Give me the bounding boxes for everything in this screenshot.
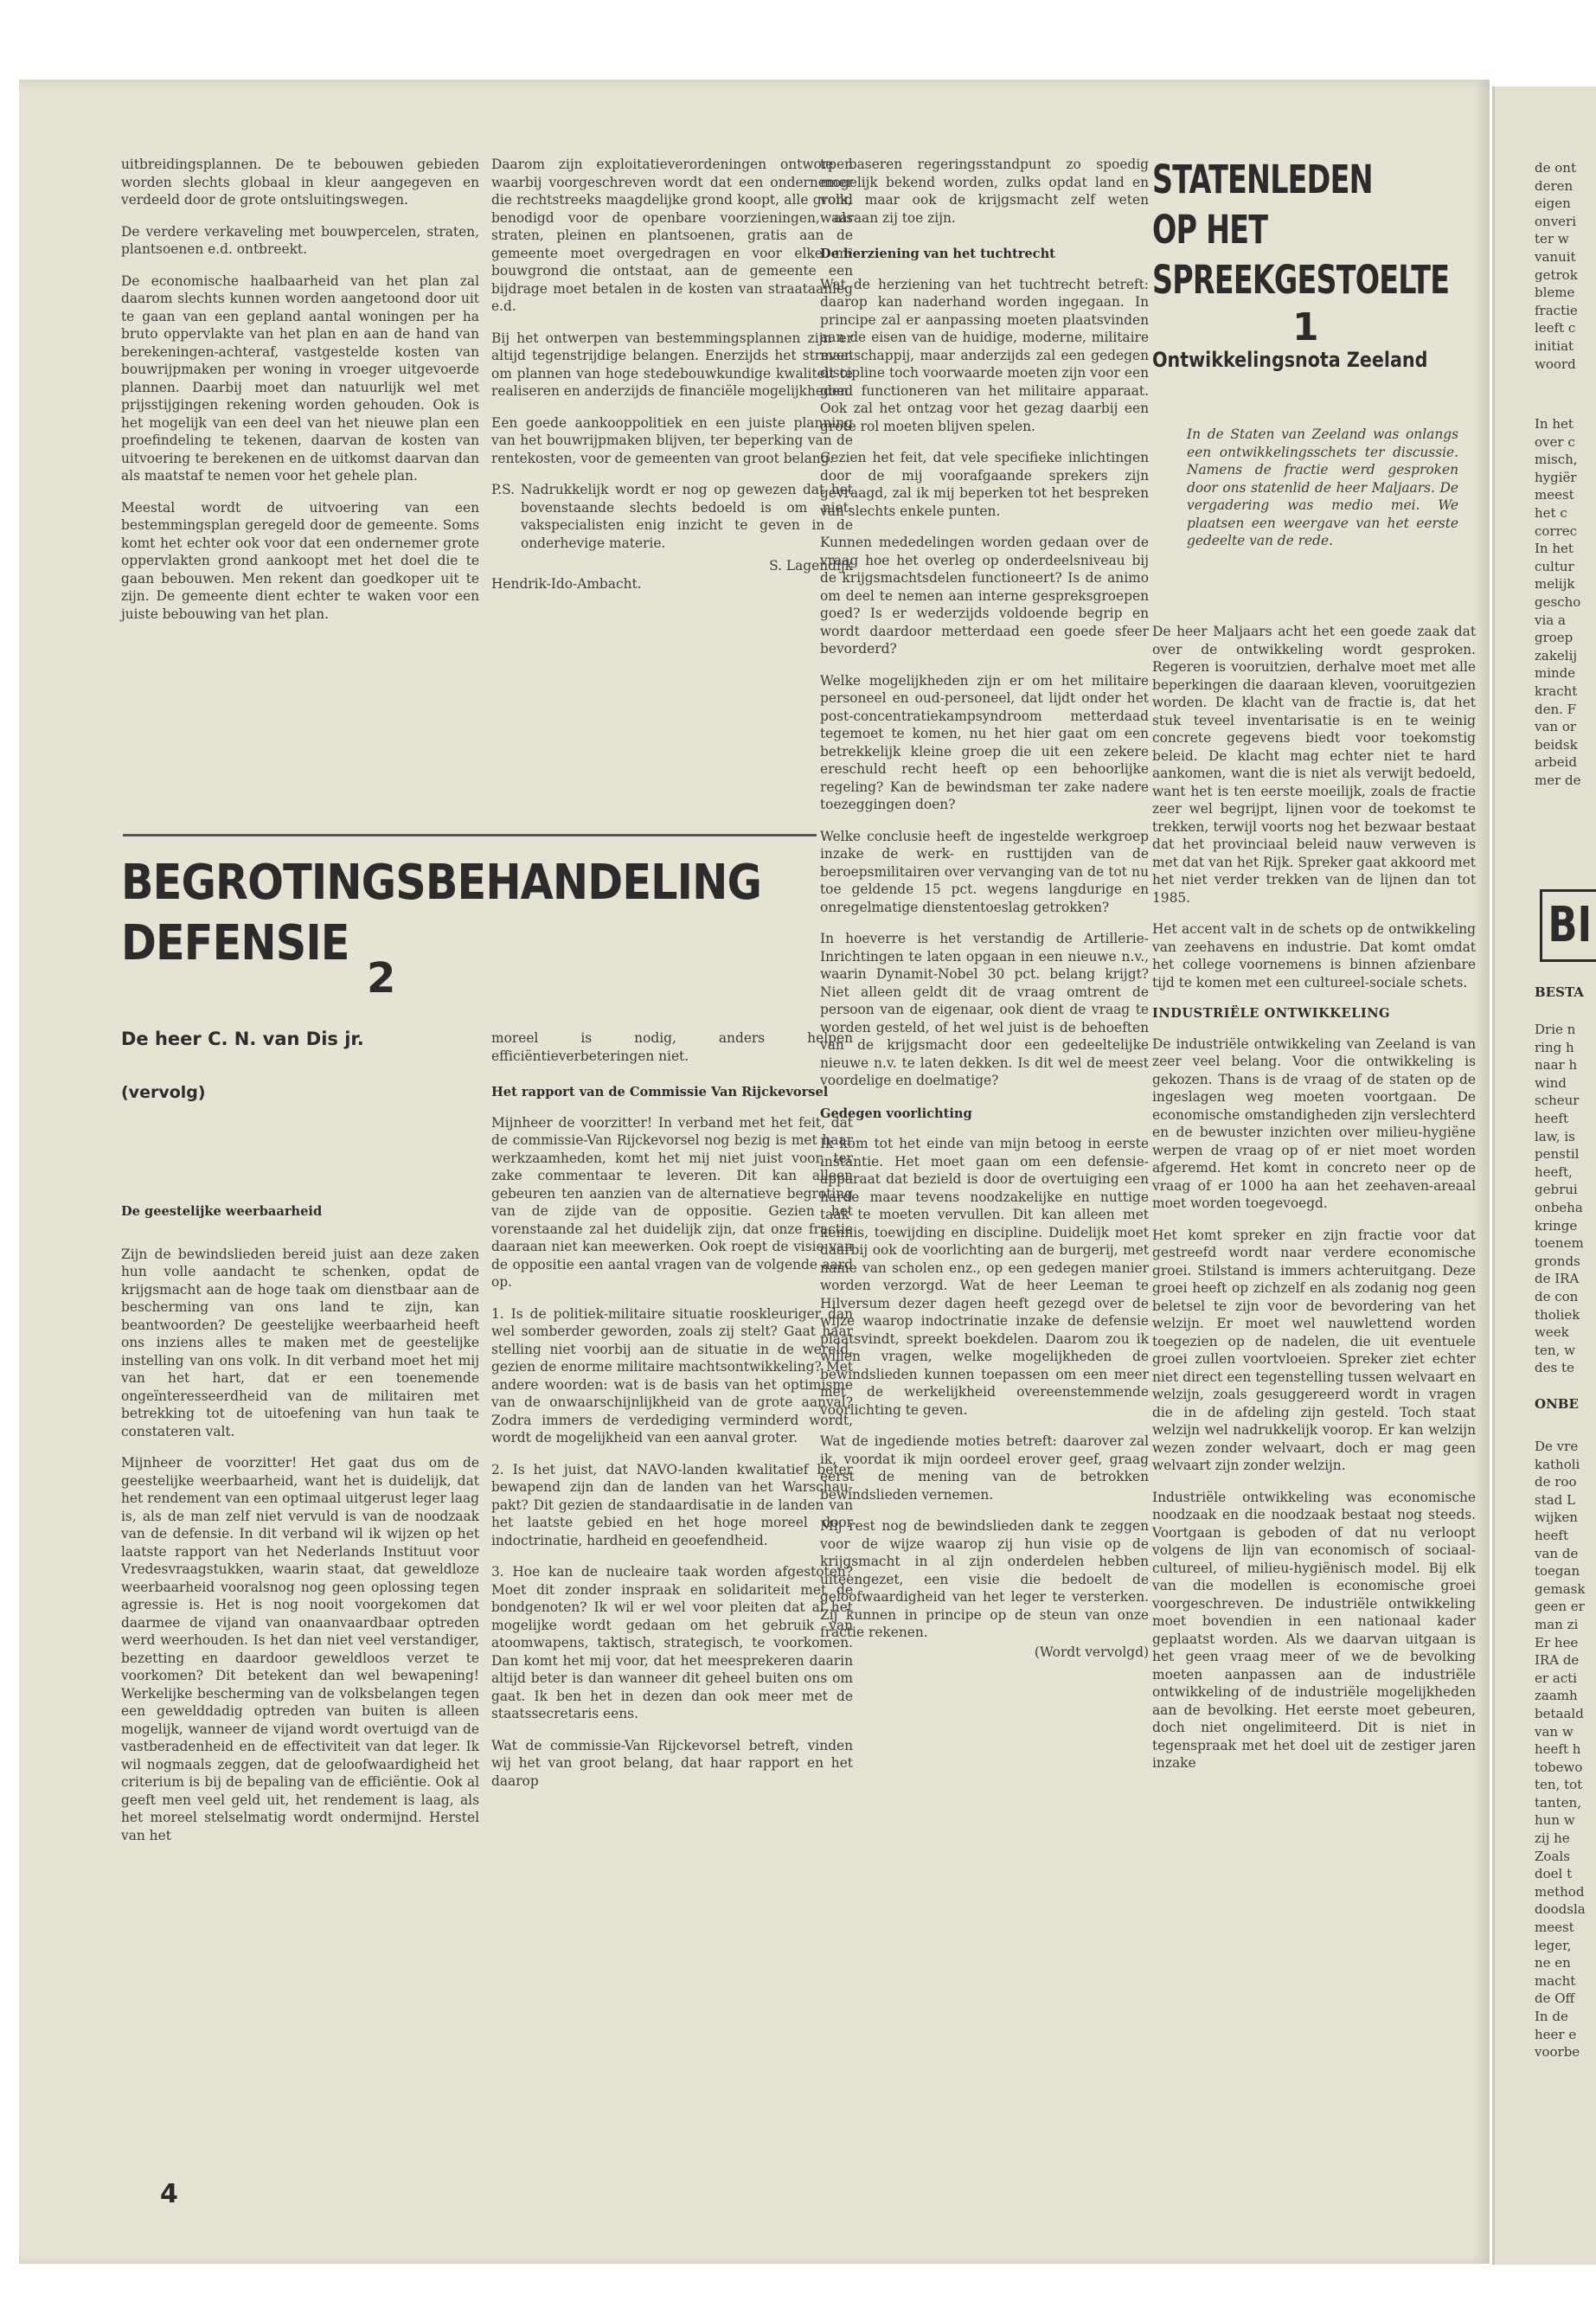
headline-statenleden: STATENLEDEN <box>1152 157 1373 202</box>
text-fragment: zaamh <box>1535 1688 1578 1704</box>
text-fragment: method <box>1535 1883 1585 1900</box>
text-fragment: minde <box>1535 665 1576 682</box>
text-fragment: naar h <box>1535 1057 1578 1074</box>
text-fragment: de Off <box>1535 1990 1575 2007</box>
postscript <box>491 481 853 593</box>
text-fragment: leeft c <box>1535 320 1576 336</box>
text-fragment: De vre <box>1535 1439 1579 1454</box>
text-fragment: heer e <box>1535 2026 1577 2042</box>
text-fragment: misch, <box>1535 452 1578 468</box>
text-fragment: via a <box>1535 612 1566 628</box>
section-divider <box>123 834 817 836</box>
next-page-text-top <box>1535 159 1578 373</box>
text-fragment: ne en <box>1535 1955 1571 1971</box>
text-fragment: toenem <box>1535 1235 1584 1252</box>
paragraph: Het komt spreker en zijn fractie voor dat gestreefd wordt naar verdere economische groei. Stilstand is immers achteruitgang. Deze groei heeft op zichzelf en als zodanig nog geen beletsel te zijn voor de bevordering van het welzijn. Er moet wel nauwlettend worden toegezien op de nadelen, die uit eventuele groei zullen voortvloeien. Spreker ziet echter niet direct een tegenstelling tussen welvaart en welzijn, zoals gesuggereerd wordt in vragen die in de afdeling zijn gesteld. Toch staat welzijn wel nadrukkelijk voorop. Er kan welzijn wezen zonder welvaart, doch er mag geen welvaart zijn zonder welzijn. <box>1152 1227 1476 1473</box>
text-fragment: de IRA <box>1535 1271 1580 1287</box>
section-heading: INDUSTRIËLE ONTWIKKELING <box>1152 1006 1391 1021</box>
text-fragment: kringe <box>1535 1217 1578 1234</box>
wordt-vervolgd: (Wordt vervolgd) <box>1034 1644 1149 1660</box>
text-fragment: mer de <box>1535 772 1581 788</box>
text-fragment: heeft h <box>1535 1741 1581 1758</box>
headline-spreekgestoelte: SPREEKGESTOELTE <box>1152 257 1450 303</box>
next-page-text-c <box>1535 1438 1586 2061</box>
headline-defensie: DEFENSIE <box>121 915 349 971</box>
text-fragment: er acti <box>1535 1670 1577 1686</box>
text-fragment: initiat <box>1535 337 1574 354</box>
paragraph: Gezien het feit, dat vele specifieke inlichtingen door de mij voorafgaande sprekers zijn gevraagd, zal ik mij beperken tot het bespreken van slechts enkele punten. <box>820 450 1149 519</box>
text-fragment: wind <box>1535 1074 1567 1091</box>
text-fragment: zakelij <box>1535 647 1578 663</box>
newspaper-page <box>19 80 1490 2264</box>
text-fragment: doel t <box>1535 1866 1573 1882</box>
paragraph: Zijn de bewindslieden bereid juist aan deze zaken hun volle aandacht te schenken, opdat de krijgsmacht aan de hoge taak om dienstbaar aan de bescherming van ons land te zijn, kan beantwoorden? De geestelijke weerbaarheid heeft ons inziens alles te maken met de geestelijke instelling van ons volk. In dit verband moet het mij van het hart, dat er een toenemende ongeïnteresseerdheid van de militairen met betrekking tot de uitoefening van hun taak te constateren valt. <box>121 1246 479 1439</box>
paragraph: De verdere verkaveling met bouwpercelen, straten, plantsoenen e.d. ontbreekt. <box>121 223 479 257</box>
intro-text: In de Staten van Zeeland was onlangs een ontwikkelingsschets ter discussie. Namens de fractie werd gesproken door ons statenlid de heer Maljaars. De vergadering was medio mei. We plaatsen een weergave van het eerste gedeelte van de rede. <box>1187 426 1458 548</box>
text-fragment: fractie <box>1535 302 1578 318</box>
paragraph: Wat de herziening van het tuchtrecht betreft: daarop kan naderhand worden ingegaan. In principe zal er aanpassing moeten plaatsvinden aan de eisen van de huidige, moderne, militaire maatschappij, maar anderzijds zal een gedegen discipline toch voorwaarde moeten zijn voor een goed functioneren van het militaire apparaat. Ook zal het ontzag voor het gezag daarbij een grote rol moeten blijven spelen. <box>820 276 1149 434</box>
text-fragment: toegan <box>1535 1563 1580 1580</box>
text-fragment: heeft <box>1535 1110 1568 1126</box>
text-fragment: wijken <box>1535 1509 1578 1526</box>
text-fragment: over c <box>1535 433 1575 450</box>
text-fragment: den. F <box>1535 701 1577 717</box>
speaker-name: De heer C. N. van Dis jr. <box>121 1029 364 1049</box>
text-fragment: heeft <box>1535 1527 1568 1543</box>
text-fragment: vanuit <box>1535 248 1576 265</box>
paragraph: Het accent valt in de schets op de ontwikkeling van zeehavens en industrie. Dat komt omdat het college voornemens is binnen afzienbare tijd te komen met een cultureel-sociale schets. <box>1152 921 1476 990</box>
article-intro <box>1187 426 1458 564</box>
paragraph: Wat de ingediende moties betreft: daarover zal ik, voordat ik mijn oordeel erover geef, graag eerst de mening van de betrokken bewindslieden vernemen. <box>820 1433 1149 1503</box>
page-number: 4 <box>160 2179 178 2209</box>
text-fragment: gebrui <box>1535 1182 1578 1198</box>
text-fragment: ten, tot <box>1535 1777 1583 1793</box>
text-fragment: betaald <box>1535 1705 1584 1721</box>
paragraph: Wat de commissie-Van Rijckevorsel betreft, vinden wij het van groot belang, dat haar rapport en het daarop <box>491 1737 853 1789</box>
text-fragment: macht <box>1535 1972 1576 1989</box>
section-heading: Het rapport van de Commissie Van Rijckevorsel <box>491 1085 829 1099</box>
text-fragment: beidsk <box>1535 736 1578 753</box>
paragraph: Mijnheer de voorzitter! In verband met het feit, dat de commissie-Van Rijckevorsel nog bezig is met haar werkzaamheden, komt het mij niet juist voor, ter zake commentaar te leveren. Dit kan alleen gebeuren ten aanzien van de alternatieve begroting van de zijde van de oppositie. Gezien het vorenstaande zal het duidelijk zijn, dat onze fractie daaraan niet kan meewerken. Ook roept de visie van de oppositie een aantal vragen van de volgende aard op. <box>491 1114 853 1290</box>
ps-author: S. Lagendijk <box>769 558 853 574</box>
paragraph: Daarom zijn exploitatieverordeningen ontworpen waarbij voorgeschreven wordt dat een ondernemer die rechtstreeks maagdelijke grond koopt, alle grond benodigd voor de openbare voorzieningen, als straten, pleinen en plantsoenen, gratis aan de gemeente moet overgedragen en voor elke m² bouwgrond die ontstaat, aan de gemeente een bijdrage moet betalen in de kosten van straataanleg e.d. <box>491 157 853 314</box>
paragraph: Ik kom tot het einde van mijn betoog in eerste instantie. Het moet gaan om een defensie-apparaat dat bezield is door de overtuiging een harde maar tevens noodzakelijke en nuttige taak te moeten vervullen. Dit kan alleen met kennis, toewijding en discipline. Duidelijk moet daarbij ook de voorlichting aan de burgerij, met name van scholen enz., op een gedegen manier worden verzorgd. Wat de heer Leeman te Hilversum dezer dagen heeft gezegd over de wijze waarop indoctrinatie inzake de defensie plaatsvindt, spreekt boekdelen. Daarom zou ik willen vragen, welke mogelijkheden de bewindslieden kunnen toepassen om een meer met de werkelijkheid overeenstemmende voorlichting te geven. <box>820 1136 1149 1418</box>
text-fragment: het c <box>1535 504 1567 521</box>
text-fragment: de con <box>1535 1288 1579 1304</box>
paragraph: Mij rest nog de bewindslieden dank te zeggen voor de wijze waarop zij hun visie op de krijgsmacht in al zijn onderdelen hebben uiteengezet, een visie die bedoelt de geloofwaardigheid van het leger te versterken. Zij kunnen in principe op de steun van onze fractie rekenen. <box>820 1518 1149 1640</box>
headline-op-het: OP HET <box>1152 207 1268 253</box>
paragraph: 3. Hoe kan de nucleaire taak worden afgestoten? Moet dit zonder inspraak en solidariteit met de bondgenoten? Ik wil er wel voor pleiten dat al het mogelijke wordt gedaan om het gebruik van atoomwapens, taktisch, strategisch, te voorkomen. Dan komt het mij voor, dat het meesprekeren daarin altijd beter is dan wanneer dit geheel buiten ons om gaat. Ik ben het in dezen dan ook meer met de staatssecretaris eens. <box>491 1564 853 1721</box>
text-fragment: In het <box>1535 541 1574 557</box>
paragraph: Industriële ontwikkeling was economische noodzaak en die noodzaak bestaat nog steeds. Voortgaan is geboden of dat nu verloopt volgens de lijn van economisch of sociaal-cultureel, of milieu-hygiënisch model. Bij elk van die modellen is economische groei voorgeschreven. De industriële ontwikkeling moet bovendien in een nationaal kader geplaatst worden. Als we daarvan uitgaan is het geen vraag meer of we de bevolking moeten aanpassen aan de industriële ontwikkeling of de industriële mogelijkheden aan de bevolking. Het eerste moet gebeuren, doch niet ongelimiteerd. Dit is niet in tegenspraak met het doel uit de zestiger jaren inzake <box>1152 1489 1476 1771</box>
text-fragment: hygiër <box>1535 469 1577 485</box>
text-fragment: tanten, <box>1535 1794 1581 1811</box>
next-page-edge <box>1492 87 1596 2265</box>
text-fragment: law, is <box>1535 1128 1575 1144</box>
paragraph: Kunnen mededelingen worden gedaan over de vraag hoe het overleg op onderdeelsniveau bij de krijgsmachtsdelen functioneert? Is de animo om deel te nemen aan interne gespreksgroepen goed? Is er wederzijds voldoende begrip en wordt daardoor metterdaad een goede sfeer bevorderd? <box>820 535 1149 657</box>
text-fragment: katholi <box>1535 1456 1580 1472</box>
text-fragment: van de <box>1535 1545 1579 1561</box>
text-fragment: Er hee <box>1535 1634 1579 1650</box>
text-fragment: Drie n <box>1535 1022 1576 1037</box>
subtitle: Ontwikkelingsnota Zeeland <box>1152 348 1428 372</box>
text-fragment: IRA de <box>1535 1652 1580 1669</box>
paragraph: In hoeverre is het verstandig de Artillerie-Inrichtingen te laten opgaan in een nieuwe n.v., waarin Dynamit-Nobel 30 pct. belang krijgt? Niet alleen geldt dit de vraag omtrent de persoon van de eigenaar, ook dient de vraag te worden gesteld, of het wel juist is de behoeften van de krijgsmacht door een gedeeltelijke nieuwe n.v. te laten dekken. Is dit wel de meest voordelige en doelmatige? <box>820 931 1149 1088</box>
text-fragment: van or <box>1535 719 1577 735</box>
column-4 <box>1152 623 1476 1786</box>
text-fragment: man zi <box>1535 1616 1579 1632</box>
paragraph: te baseren regeringsstandpunt zo spoedig mogelijk bekend worden, zulks opdat land en volk, maar ook de krijgsmacht zelf weten waaraan zij toe zijn. <box>820 157 1149 226</box>
text-fragment: bleme <box>1535 285 1575 301</box>
section-heading: De geestelijke weerbaarheid <box>121 1204 323 1219</box>
text-fragment: Zoals <box>1535 1848 1570 1864</box>
text-fragment: ring h <box>1535 1039 1574 1055</box>
paragraph: De heer Maljaars acht het een goede zaak dat over de ontwikkeling wordt gesproken. Regeren is vooruitzien, derhalve moet met alle beperkingen die daaraan kleven, vooruitgezien worden. De klacht van de fractie is, dat het stuk teveel inventarisatie is en te weinig concrete gegevens biedt voor toekomstig beleid. De klacht mag echter niet te hard aankomen, want die is niet als verwijt bedoeld, want het is ten eerste moeilijk, zoals de fractie zeer wel begrijpt, lijnen voor de toekomst te trekken, terwijl voorts nog het bezwaar bestaat dat het provinciaal beleid nauw verweven is met dat van het Rijk. Spreker gaat akkoord met het niet verder trekken van de lijnen dan tot 1985. <box>1152 624 1476 906</box>
paragraph: De industriële ontwikkeling van Zeeland is van zeer veel belang. Voor die ontwikkeling is gekozen. Thans is de vraag of de staten op de ingeslagen weg moeten voortgaan. De economische omstandigheden zijn verslechterd en de bewuster inzichten over milieu-hygiëne werpen de vraag op of er niet moet worden afgeremd. Het komt in concreto neer op de vraag of er 1000 ha aan het zeehaven-areaal moet worden toegevoegd. <box>1152 1035 1476 1211</box>
text-fragment: scheur <box>1535 1093 1580 1109</box>
text-fragment: voorbe <box>1535 2044 1580 2061</box>
paragraph: Meestal wordt de uitvoering van een bestemmingsplan geregeld door de gemeente. Soms komt het echter ook voor dat een ondernemer grote oppervlakten grond aankoopt met het doel die te gaan bebouwen. Men rekent dan goedkoper uit te zijn. De gemeente dient echter te waken voor een juiste bebouwing van het plan. <box>121 499 479 622</box>
column-2-top <box>491 156 853 606</box>
paragraph: uitbreidingsplannen. De te bebouwen gebieden worden slechts globaal in kleur aangegeven en verdeeld door de grote ontsluitingswegen. <box>121 157 479 208</box>
text-fragment: de roo <box>1535 1474 1577 1490</box>
text-fragment: correc <box>1535 522 1578 539</box>
text-fragment: gronds <box>1535 1253 1580 1269</box>
text-fragment: van w <box>1535 1723 1574 1740</box>
text-fragment: woord <box>1535 356 1576 372</box>
paragraph: moreel is nodig, anders helpen efficiëntieverbeteringen niet. <box>491 1030 853 1064</box>
text-fragment: arbeid <box>1535 754 1577 771</box>
paragraph: 2. Is het juist, dat NAVO-landen kwalitatief beter bewapend zijn dan de landen van het Warschau-pakt? Dit gezien de standaardisatie in de landen van het laatste gebied en het hoge moreel door indoctrinatie, hardheid en geoefendheid. <box>491 1461 853 1548</box>
text-fragment: kracht <box>1535 683 1578 699</box>
text-fragment: hun w <box>1535 1812 1575 1829</box>
text-fragment: cultur <box>1535 558 1574 574</box>
text-fragment: groep <box>1535 630 1574 646</box>
section-heading: Gedegen voorlichting <box>820 1106 972 1121</box>
next-page-subhead: ONBE <box>1535 1396 1579 1412</box>
column-1-bottom <box>121 1200 479 1858</box>
text-fragment: tobewo <box>1535 1759 1583 1775</box>
paragraph: Welke conclusie heeft de ingestelde werkgroep inzake de werk- en rusttijden van de beroepsmilitairen over vervanging van de tot nu toe geldende 15 pct. wegens langdurige en onregelmatige dienstentoeslag getrokken? <box>820 828 1149 915</box>
text-fragment: ten, w <box>1535 1342 1575 1358</box>
text-fragment: meest <box>1535 487 1574 503</box>
text-fragment: getrok <box>1535 266 1578 283</box>
headline-part-number: 1 <box>1292 305 1318 349</box>
paragraph: 1. Is de politiek-militaire situatie rooskleuriger dan wel somberder geworden, zoals zij stelt? Gaat haar stelling niet voorbij aan de situatie in de wereld, gezien de enorme militaire machtsontwikkeling? Met andere woorden: wat is de basis van het optimisme van de onwaarschijnlijkheid van de grote aanval? Zodra immers de verdediging verminderd wordt, wordt de mogelijkheid van een aanval groter. <box>491 1305 853 1445</box>
text-fragment: week <box>1535 1324 1569 1341</box>
headline-begrotingsbehandeling: BEGROTINGSBEHANDELING <box>121 855 762 911</box>
next-page-headline-box <box>1540 889 1596 962</box>
paragraph: Bij het ontwerpen van bestemmingsplannen zijn er altijd tegenstrijdige belangen. Enerzijds het streven om plannen van hoge stedebouwkundige kwaliteit te realiseren en anderzijds de financiële mogelijkheden. <box>491 330 853 399</box>
text-fragment: eigen <box>1535 195 1571 212</box>
text-fragment: tholiek <box>1535 1306 1580 1323</box>
text-fragment: leger, <box>1535 1937 1572 1953</box>
text-fragment: In de <box>1535 2009 1568 2024</box>
next-page-text-b <box>1535 1021 1584 1377</box>
text-fragment: stad L <box>1535 1491 1575 1508</box>
next-page-subhead: BESTA <box>1535 984 1584 1000</box>
text-fragment: de ont <box>1535 160 1576 176</box>
vervolg-label: (vervolg) <box>121 1083 206 1102</box>
section-heading: De herziening van het tuchtrecht <box>820 247 1055 261</box>
next-page-text-mid <box>1535 415 1581 789</box>
ps-label: P.S. <box>491 482 516 497</box>
text-fragment: melijk <box>1535 576 1575 593</box>
text-fragment: onveri <box>1535 213 1577 229</box>
text-fragment: des te <box>1535 1360 1574 1376</box>
next-page-headline: BI <box>1548 897 1593 953</box>
paragraph: Welke mogelijkheden zijn er om het militaire personeel en oud-personeel, dat lijdt onder het post-concentratiekampsyndroom metterdaad tegemoet te komen, nu het hier gaat om een betrekkelijk kleine groep die uit een zekere ereschuld recht heeft op een behoorlijke regeling? Kan de bewindsman ter zake nadere toezeggingen doen? <box>820 672 1149 812</box>
text-fragment: heeft, <box>1535 1163 1573 1180</box>
text-fragment: In het <box>1535 416 1574 432</box>
text-fragment: geen er <box>1535 1599 1585 1615</box>
text-fragment: ter w <box>1535 231 1569 247</box>
ps-text: Nadrukkelijk wordt er nog op gewezen dat het bovenstaande slechts bedoeld is om niet-vakspecialisten enig inzicht te geven in de onderhevige materie. <box>521 482 853 551</box>
text-fragment: gemask <box>1535 1580 1586 1597</box>
text-fragment: deren <box>1535 177 1574 194</box>
text-fragment: gescho <box>1535 593 1581 610</box>
paragraph: Mijnheer de voorzitter! Het gaat dus om de geestelijke weerbaarheid, want het is duidelijk, dat het rendement van een optimaal uitgerust leger laag is, als de man zelf niet vervuld is van de noodzaak van de defensie. In dit verband wil ik wijzen op het laatste rapport van het Nederlands Instituut voor Vredesvraagstukken, waarin staat, dat geweldloze weerbaarheid vooralsnog nog geen oplossing tegen agressie is. Het is nog nooit voorgekomen dat daarmee de vijand van onaanvaardbaar optreden werd weerhouden. Is het dan niet veel verstandiger, bezetting en daardoor geweldloos verzet te voorkomen? Dit betekent dan wel bewapening! Werkelijke bescherming van de volksbelangen tegen een gewelddadig optreden van buiten is alleen mogelijk, wanneer de vijand wordt overtuigd van de vastberadenheid en de effectiviteit van dat leger. Ik wil nogmaals zeggen, dat de geloofwaardigheid het criterium is bij de bepaling van de efficiëntie. Ook al geeft men veel geld uit, het rendement is laag, als het moreel stelselmatig wordt ondermijnd. Herstel van het <box>121 1455 479 1843</box>
column-3 <box>820 156 1149 1675</box>
ps-place: Hendrik-Ido-Ambacht. <box>491 575 642 592</box>
column-2-bottom <box>491 1029 853 1804</box>
column-1-top <box>121 156 479 637</box>
headline-part-number: 2 <box>367 954 395 1003</box>
text-fragment: penstil <box>1535 1146 1580 1163</box>
paragraph: De economische haalbaarheid van het plan zal daarom slechts kunnen worden aangetoond door uit te gaan van een gepland aantal woningen per ha bruto oppervlakte van het plan en aan de hand van berekeningen-achteraf, vastgestelde kosten van bouwrijpmaken per woning in vroeger uitgevoerde plannen. Daarbij moet dan natuurlijk wel met prijsstijgingen rekening worden gehouden. Ook is het mogelijk van een deel van het nieuwe plan een proefindeling te tekenen, daarvan de kosten van uitvoering te berekenen en de uitkomst daarvan dan als maatstaf te nemen voor het gehele plan. <box>121 272 479 484</box>
text-fragment: zij he <box>1535 1830 1570 1847</box>
paragraph: Een goede aankooppolitiek en een juiste planning van het bouwrijpmaken blijven, ter beperking van de rentekosten, voor de gemeenten van groot belang. <box>491 414 853 466</box>
text-fragment: doodsla <box>1535 1901 1586 1918</box>
text-fragment: meest <box>1535 1920 1574 1936</box>
text-fragment: onbeha <box>1535 1199 1583 1215</box>
